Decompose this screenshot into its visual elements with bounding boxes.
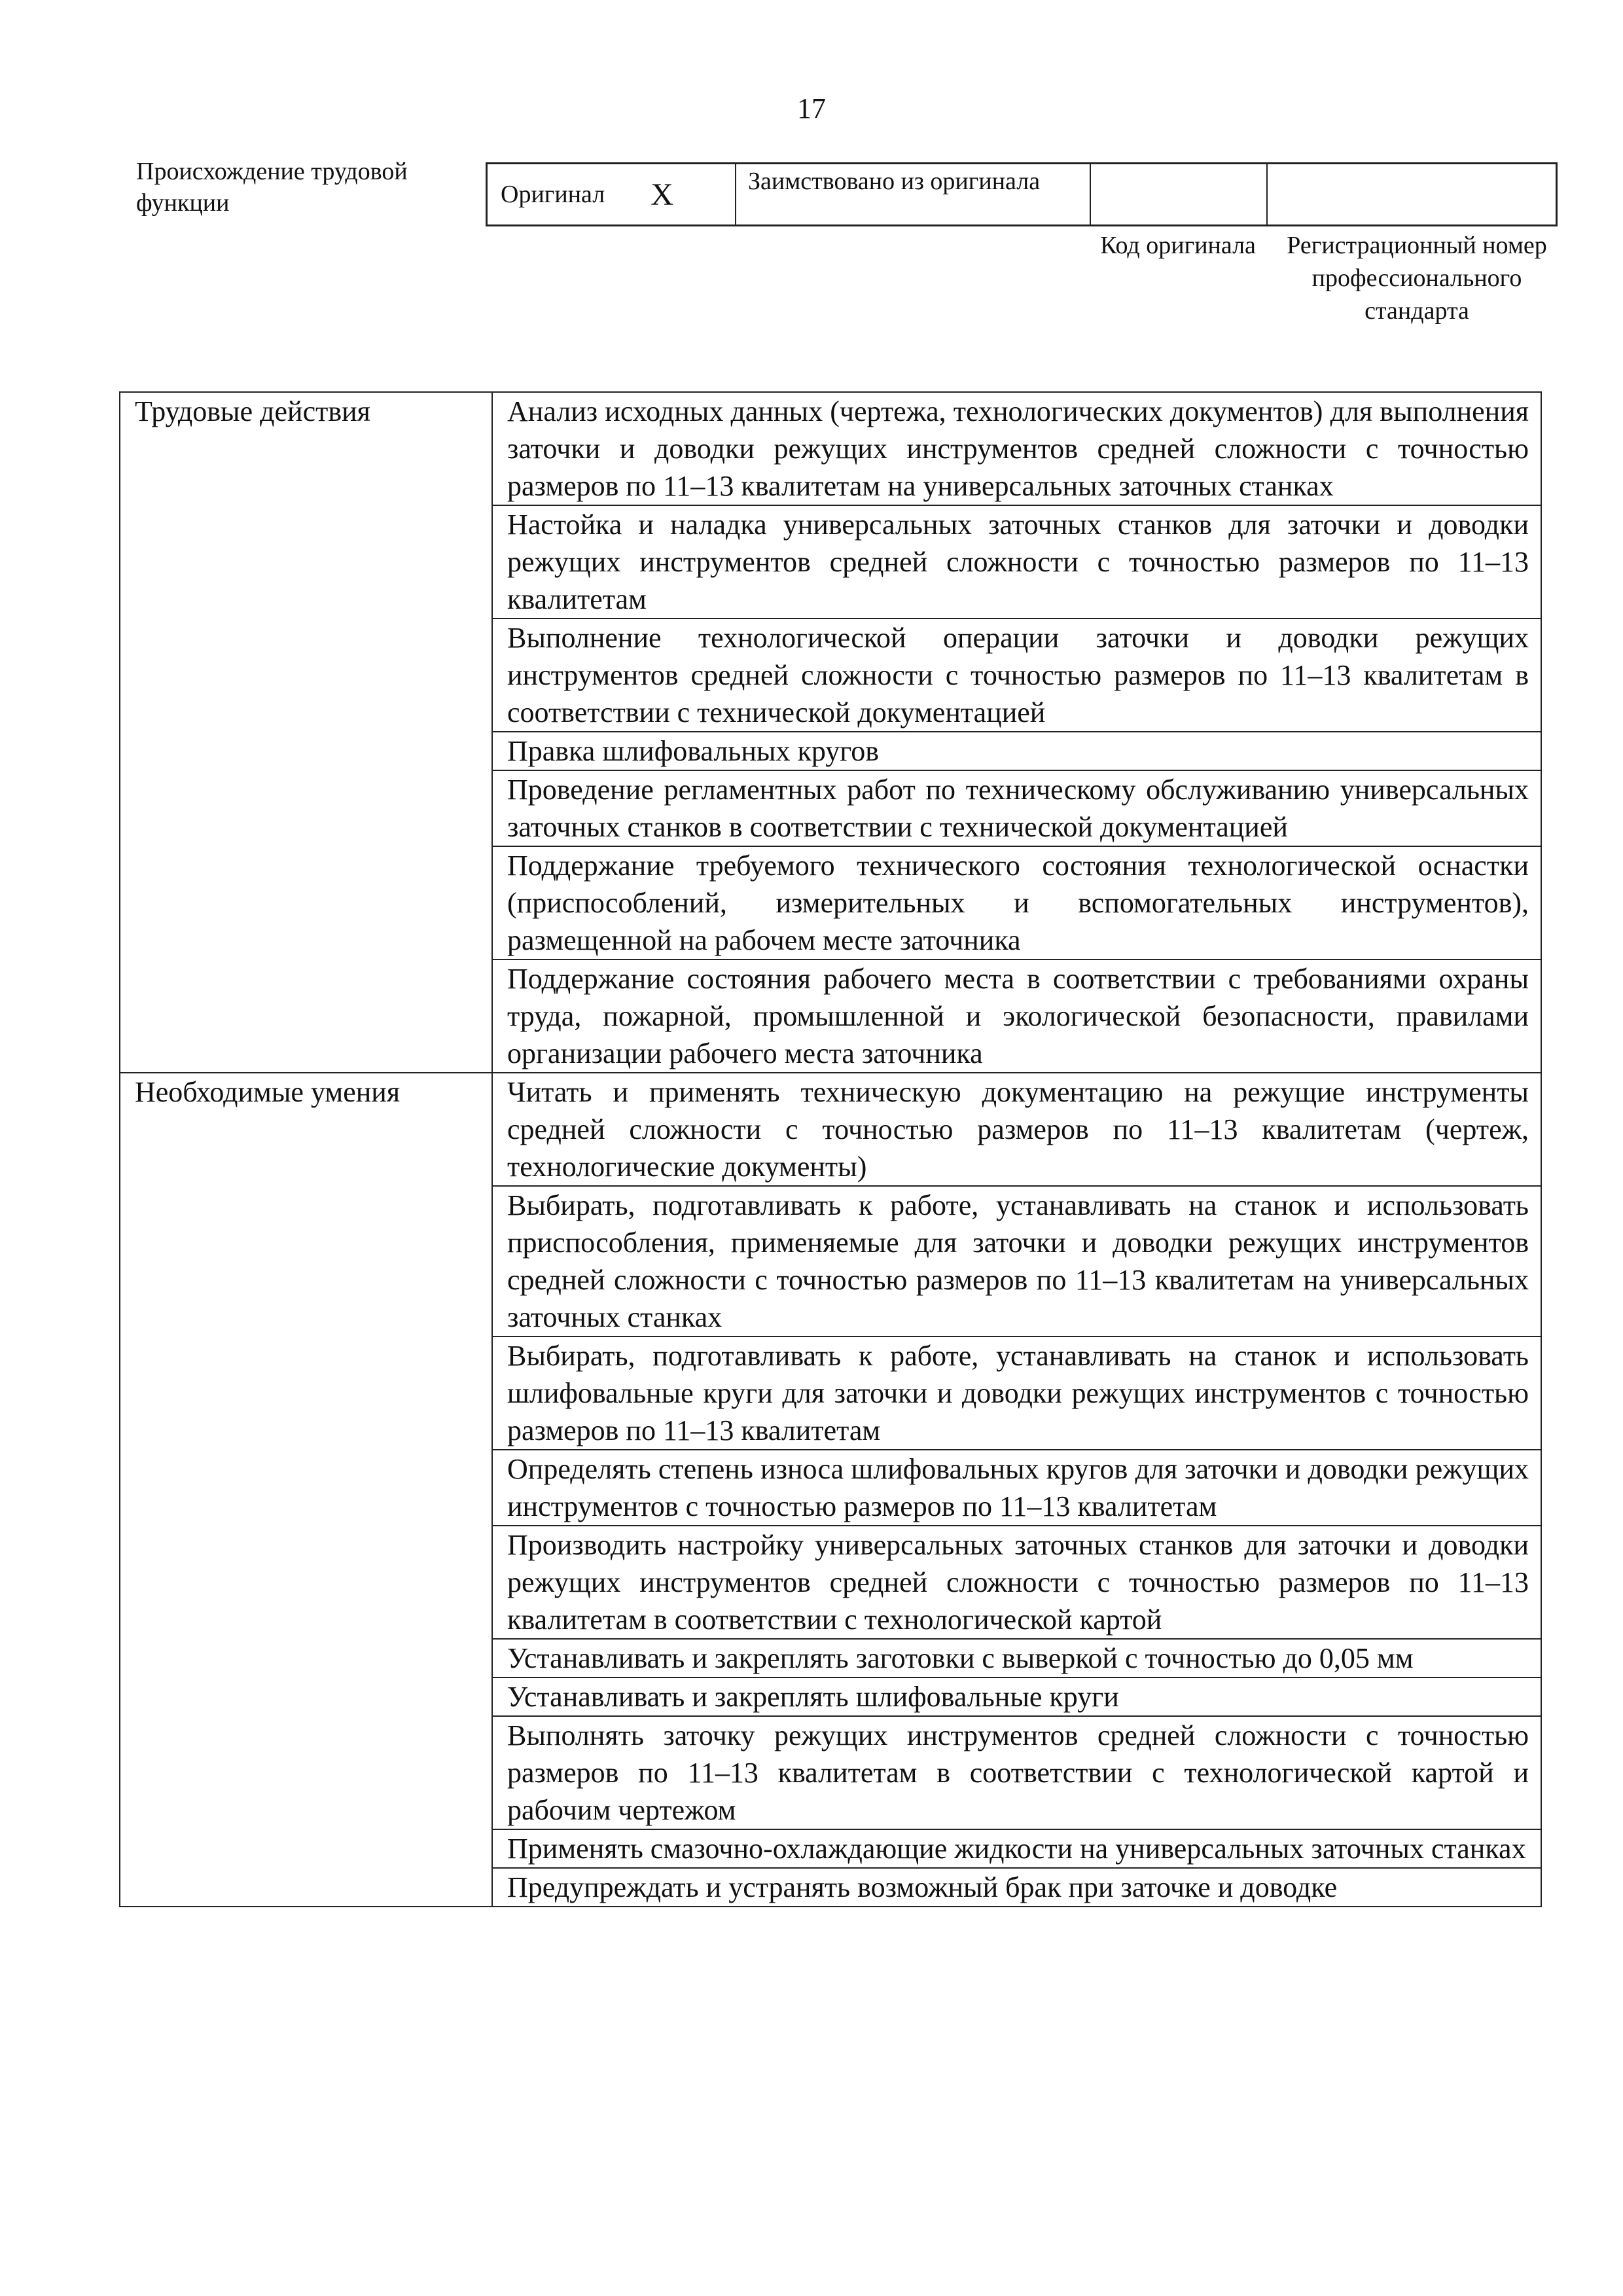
origin-original-cell xyxy=(488,164,736,224)
section-item: Устанавливать и закреплять заготовки с выверкой с точностью до 0,05 мм xyxy=(492,1639,1541,1677)
section-item: Правка шлифовальных кругов xyxy=(492,732,1541,770)
original-code-cell xyxy=(1091,164,1268,224)
section-item: Устанавливать и закреплять шлифовальные круги xyxy=(492,1677,1541,1716)
section-item: Выбирать, подготавливать к работе, устанавливать на станок и использовать приспособления, применяемые для заточки и доводки режущих инструментов средней сложности с точностью размеров по 11–13 квалитетам на универсальных заточных станках xyxy=(492,1186,1541,1336)
registration-caption: Регистрационный номер профессионального стандарта xyxy=(1287,232,1547,325)
registration-number-cell xyxy=(1268,164,1556,224)
section-item: Выбирать, подготавливать к работе, устанавливать на станок и использовать шлифовальные круги для заточки и доводки режущих инструментов с точностью размеров по 11–13 квалитетам xyxy=(492,1336,1541,1450)
section-item: Применять смазочно-охлаждающие жидкости на универсальных заточных станках xyxy=(492,1829,1541,1868)
section-item: Читать и применять техническую документацию на режущие инструменты средней сложности с точностью размеров по 11–13 квалитетам (чертеж, технологические документы) xyxy=(492,1073,1541,1186)
page-number: 17 xyxy=(797,92,826,124)
section-item: Предупреждать и устранять возможный брак при заточке и доводке xyxy=(492,1868,1541,1907)
section-title: Трудовые действия xyxy=(120,392,492,1073)
section-title: Необходимые умения xyxy=(120,1073,492,1907)
section-item: Производить настройку универсальных заточных станков для заточки и доводки режущих инструментов средней сложности с точностью размеров по 11–13 квалитетам в соответствии с технологической картой xyxy=(492,1526,1541,1639)
section-item: Поддержание состояния рабочего места в соответствии с требованиями охраны труда, пожарной, промышленной и экологической безопасности, правилами организации рабочего места заточника xyxy=(492,960,1541,1073)
section-item: Проведение регламентных работ по техническому обслуживанию универсальных заточных станков в соответствии с технической документацией xyxy=(492,770,1541,846)
section-item: Выполнение технологической операции заточки и доводки режущих инструментов средней сложности с точностью размеров по 11–13 квалитетам в соответствии с технической документацией xyxy=(492,619,1541,732)
section-item: Настойка и наладка универсальных заточных станков для заточки и доводки режущих инструментов средней сложности с точностью размеров по 11–13 квалитетам xyxy=(492,505,1541,619)
original-label: Оригинал xyxy=(501,181,605,208)
section-item: Выполнять заточку режущих инструментов средней сложности с точностью размеров по 11–13 квалитетам в соответствии с технологической картой и рабочим чертежом xyxy=(492,1716,1541,1829)
code-caption: Код оригинала xyxy=(1100,232,1256,259)
table-row xyxy=(120,392,1541,505)
origin-box xyxy=(486,162,1558,226)
section-item: Поддержание требуемого технического состояния технологической оснастки (приспособлений, измерительных и вспомогательных инструментов), размещенной на рабочем месте заточника xyxy=(492,846,1541,960)
borrowed-label: Заимствовано из оригинала xyxy=(736,164,1091,224)
section-item: Определять степень износа шлифовальных кругов для заточки и доводки режущих инструментов с точностью размеров по 11–13 квалитетам xyxy=(492,1450,1541,1526)
origin-label: Происхождение трудовой функции xyxy=(136,158,408,217)
original-mark: X xyxy=(651,177,673,212)
table-row xyxy=(120,1073,1541,1186)
function-table xyxy=(119,391,1542,1907)
section-item: Анализ исходных данных (чертежа, технологических документов) для выполнения заточки и доводки режущих инструментов средней сложности с точностью размеров по 11–13 квалитетам на универсальных заточных станках xyxy=(492,392,1541,505)
